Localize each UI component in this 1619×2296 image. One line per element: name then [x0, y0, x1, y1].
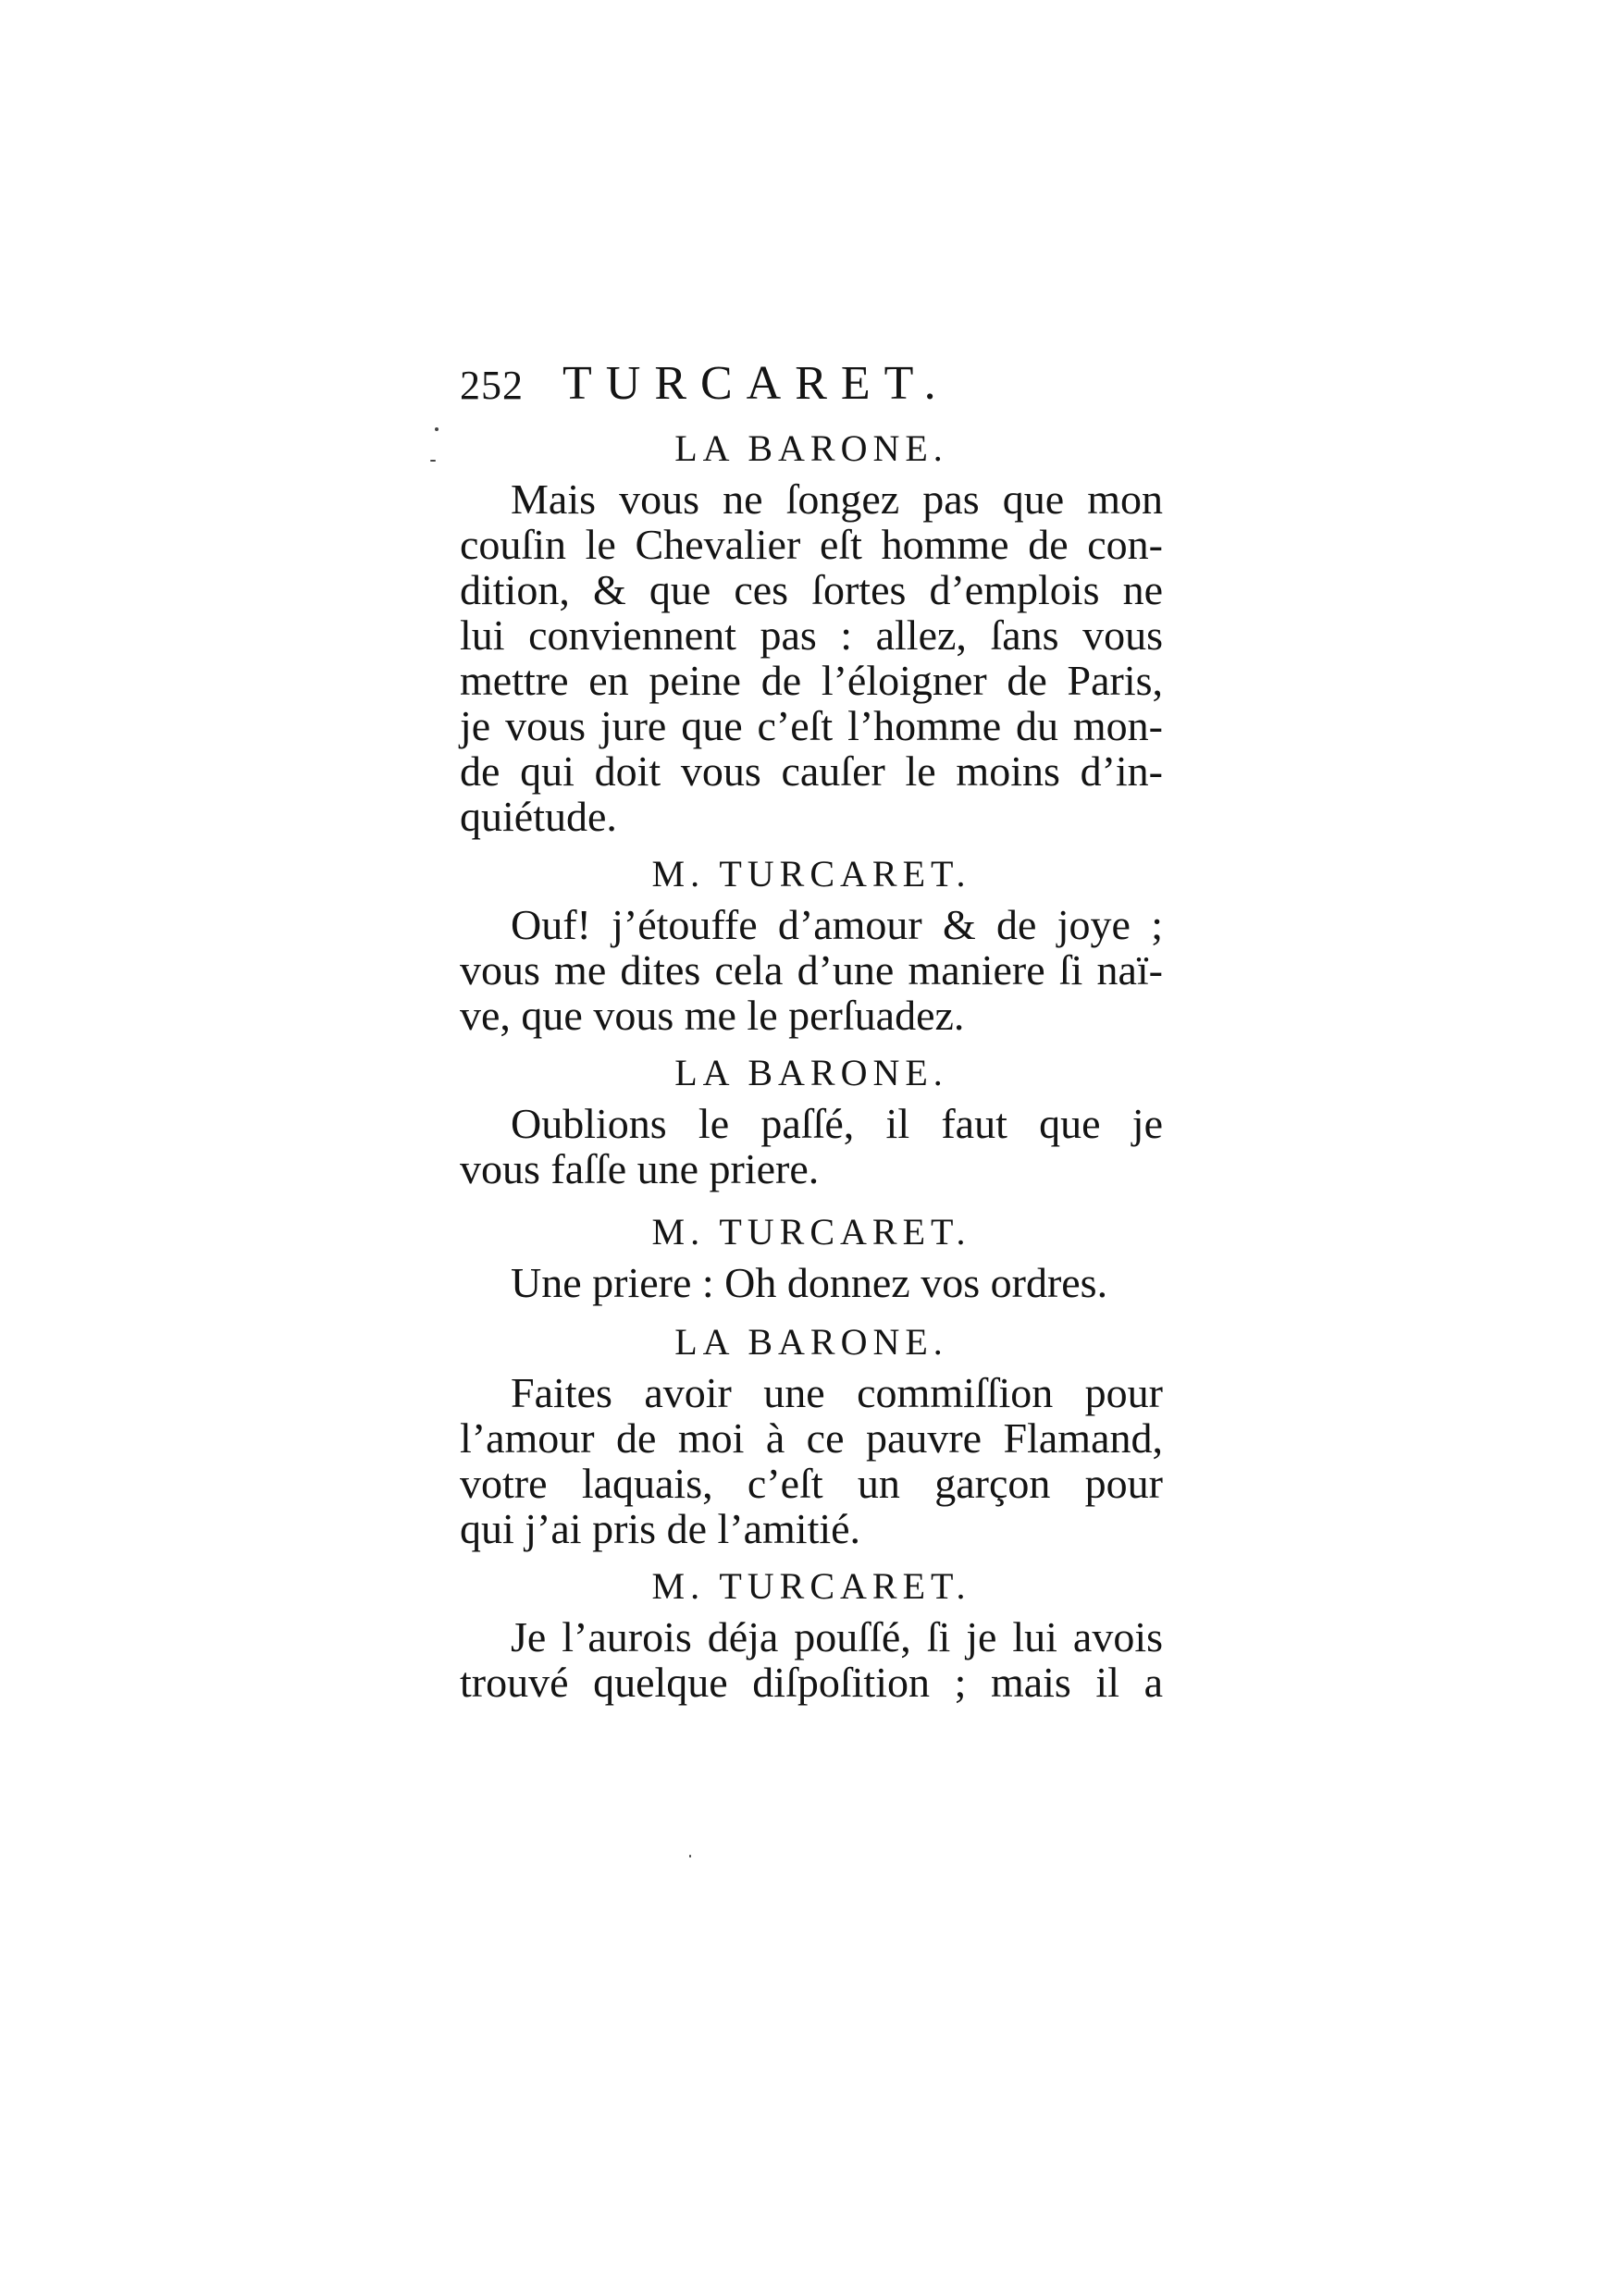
- text-block: [460, 356, 1163, 1705]
- text-line: votre laquais, c’eſt un garçon pour: [460, 1460, 1163, 1507]
- ink-speck: [689, 1855, 691, 1858]
- text-line: de qui doit vous cauſer le moins d’in-: [460, 747, 1163, 795]
- text-line: Ouf! j’étouffe d’amour & de joye ;: [511, 901, 1163, 948]
- text-line: Oublions le paſſé, il faut que je: [511, 1100, 1163, 1147]
- text-line: vous me dites cela d’une maniere ſi naï-: [460, 946, 1163, 994]
- text-line: qui j’ai pris de l’amitié.: [460, 1505, 861, 1552]
- text-line: trouvé quelque diſpoſition ; mais il a: [460, 1659, 1163, 1706]
- speech-block: [460, 1101, 1163, 1191]
- text-line: lui conviennent pas : allez, ſans vous: [460, 611, 1163, 659]
- text-line: ve, que vous me le perſuadez.: [460, 992, 965, 1039]
- speech-block: [460, 902, 1163, 1038]
- ink-speck: [435, 427, 439, 431]
- speech-block: [460, 476, 1163, 839]
- text-line: couſin le Chevalier eſt homme de con-: [460, 521, 1163, 568]
- text-line: je vous jure que c’eſt l’homme du mon-: [460, 702, 1163, 749]
- speech-block: [460, 1260, 1163, 1305]
- text-line: Faites avoir une commiſſion pour: [511, 1369, 1163, 1416]
- text-line: Mais vous ne ſongez pas que mon: [511, 475, 1163, 523]
- text-line: dition, & que ces ſortes d’emplois ne: [460, 566, 1163, 613]
- speaker-label: LA BARONE.: [674, 1321, 948, 1363]
- running-title: TURCARET.: [562, 357, 950, 410]
- text-line: mettre en peine de l’éloigner de Paris,: [460, 657, 1163, 704]
- speech-block: [460, 1370, 1163, 1551]
- text-line: l’amour de moi à ce pauvre Flamand,: [460, 1414, 1163, 1462]
- text-line: quiétude.: [460, 793, 617, 840]
- speech-block: [460, 1614, 1163, 1705]
- text-line: vous faſſe une priere.: [460, 1145, 820, 1192]
- speaker-label: M. TURCARET.: [651, 853, 971, 895]
- text-line: Une priere : Oh donnez vos ordres.: [511, 1259, 1108, 1306]
- text-line: Je l’aurois déja pouſſé, ſi je lui avois: [511, 1613, 1163, 1660]
- speaker-label: LA BARONE.: [674, 1052, 948, 1093]
- speaker-label: M. TURCARET.: [651, 1211, 971, 1253]
- page-number: 252: [460, 363, 524, 408]
- speaker-label: LA BARONE.: [674, 427, 948, 469]
- running-head: [460, 356, 1163, 415]
- ink-speck: [430, 460, 436, 462]
- speaker-label: M. TURCARET.: [651, 1565, 971, 1607]
